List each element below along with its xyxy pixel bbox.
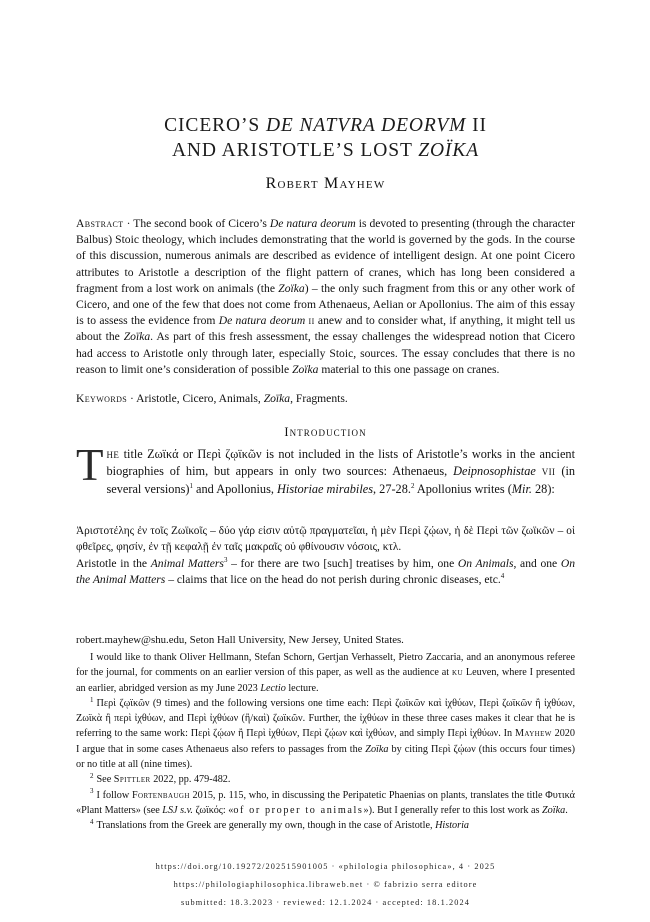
abstract: Abstract · The second book of Cicero’s De natura deorum is devoted to presenting (through the character Balbus) Stoic theology, which includes demonstrating that the world is governed by the gods. In the course of this discussion, numerous animals are described as evidence of intelligent design. At one point Cicero attributes to Aristotle a description of the flight pattern of cranes, which has long been considered a fragment from a lost work on animals (the Zoïka) – the only such fragment from this or any other work of Cicero, and one of the few that does not come from Athenaeus, Aelian or Apollonius. The aim of this essay is to assess the evidence from De natura deorum ii anew and to consider what, if anything, it might tell us about the Zoïka. As part of this fresh assessment, the essay challenges the widespread notion that Cicero had access to Aristotle only through later, especially Stoic, sources. The essay concludes that there is no reason to limit one’s consideration of possible Zoïka material to this one passage on cranes. xyxy=(76,217,576,376)
footnote-3: $^3$ I follow Fortenbaugh 2015, p. 115, who, in discussing the Peripatetic Phaenias on plants, translates the title Φυτικά «Plant Matters» (see LSJ s.v. ζωϊκός: «of or proper to animals»). But I generally refer to this lost work as Zoïka. xyxy=(76,787,575,816)
article-title xyxy=(76,113,575,163)
title-line-2: AND ARISTOTLE’S LOST ZOÏKA xyxy=(171,140,480,161)
footnote-ref-4: 4 xyxy=(500,572,505,581)
body-paragraph-1: The title Ζωϊκά or Περὶ ζῳϊκῶν is not included in the lists of Aristotle’s works in the ancient biographies of him, but appears in only two sources: Athenaeus, Deipnosophistae vii (in several versions)$^1$ and Apollonius, Historiae mirabiles, 27-28.$^2$ Apollonius writes (Mir. 28): xyxy=(76,440,576,496)
footer-publisher-line: https://philologiaphilosophica.libraweb.net · © fabrizio serra editore xyxy=(173,880,478,889)
author-affiliation: robert.mayhew@shu.edu, Seton Hall University, New Jersey, United States. xyxy=(76,634,404,646)
greek-quotation: Ἀριστοτέλης ἐν τοῖς Ζωϊκοῖς – δύο γάρ εἰσιν αὐτῷ πραγματεῖαι, ἡ μὲν Περὶ ζῴων, ἡ δὲ Περὶ τῶν ζωϊκῶν – οἱ φθεῖρες, φησίν, ἐν τῇ κεφαλῇ ἐν ταῖς μακραῖς οὐ φθίνουσιν νόσοις, κτλ. xyxy=(76,525,575,553)
body-paragraph-2: Aristotle in the Animal Matters$^3$ – for there are two [such] treatises by him, one On Animals, and one On the Animal Matters – claims that lice on the head do not perish during chronic diseases, etc.$^4$ xyxy=(76,556,576,587)
author-name: Robert Mayhew xyxy=(265,175,386,192)
acknowledgements-note: I would like to thank Oliver Hellmann, Stefan Schorn, Gertjan Verhasselt, Pietro Zaccaria, and an anonymous referee for the journal, for comments on an earlier version of this paper, as well as the audience at ku Leuven, where I presented an earlier, abridged version as my June 2023 Lectio lecture. xyxy=(76,652,575,694)
title-line-1: CICERO’S DE NATVRA DEORVM II xyxy=(164,115,487,136)
footnote-2: $^2$ See Spittler 2022, pp. 479-482. xyxy=(90,771,231,786)
keywords-label: Keywords xyxy=(76,392,128,405)
abstract-label: Abstract xyxy=(76,217,124,230)
section-heading-introduction: Introduction xyxy=(284,425,367,439)
footnote-ref-1: 1 xyxy=(189,481,193,490)
footnotes xyxy=(76,650,575,834)
footnote-ref-2: 2 xyxy=(410,481,415,490)
page-footer xyxy=(76,858,575,912)
footnote-4: $^4$ Translations from the Greek are generally my own, though in the case of Aristotle, Historia xyxy=(90,817,470,832)
footer-doi-line: https://doi.org/10.19272/202515901005 · «philologia philosophica», 4 · 2025 xyxy=(155,862,496,871)
drop-cap: T xyxy=(76,440,104,490)
footnote-1: $^1$ Περὶ ζῳϊκῶν (9 times) and the following versions one time each: Περὶ ζωϊκῶν καὶ ἰχθύων, Περὶ ζωϊκῶν ἢ ἰχθύων, Ζωϊκὰ ἢ περὶ ἰχθύων, and Περὶ ἰχθύων (ἢ/καὶ) ζωϊκῶν. Further, the ἰχθύων in these three cases makes it clear that he is referring to the same work: Περὶ ζῴων ἢ Περὶ ἰχθύων, Περὶ ζῴων καὶ ἰχθύων, and simply Περὶ ἰχθύων. In Mayhew 2020 I argue that in some cases Athenaeus also refers to passages from the Zoïka by citing Περὶ ζῴων (this occurs four times) or no title at all (nine times). xyxy=(76,695,575,771)
keywords: Keywords · Aristotle, Cicero, Animals, Zoïka, Fragments. xyxy=(76,392,348,405)
footnote-ref-3: 3 xyxy=(223,556,228,565)
footer-dates-line: submitted: 18.3.2023 · reviewed: 12.1.2024 · accepted: 18.1.2024 xyxy=(180,898,471,907)
